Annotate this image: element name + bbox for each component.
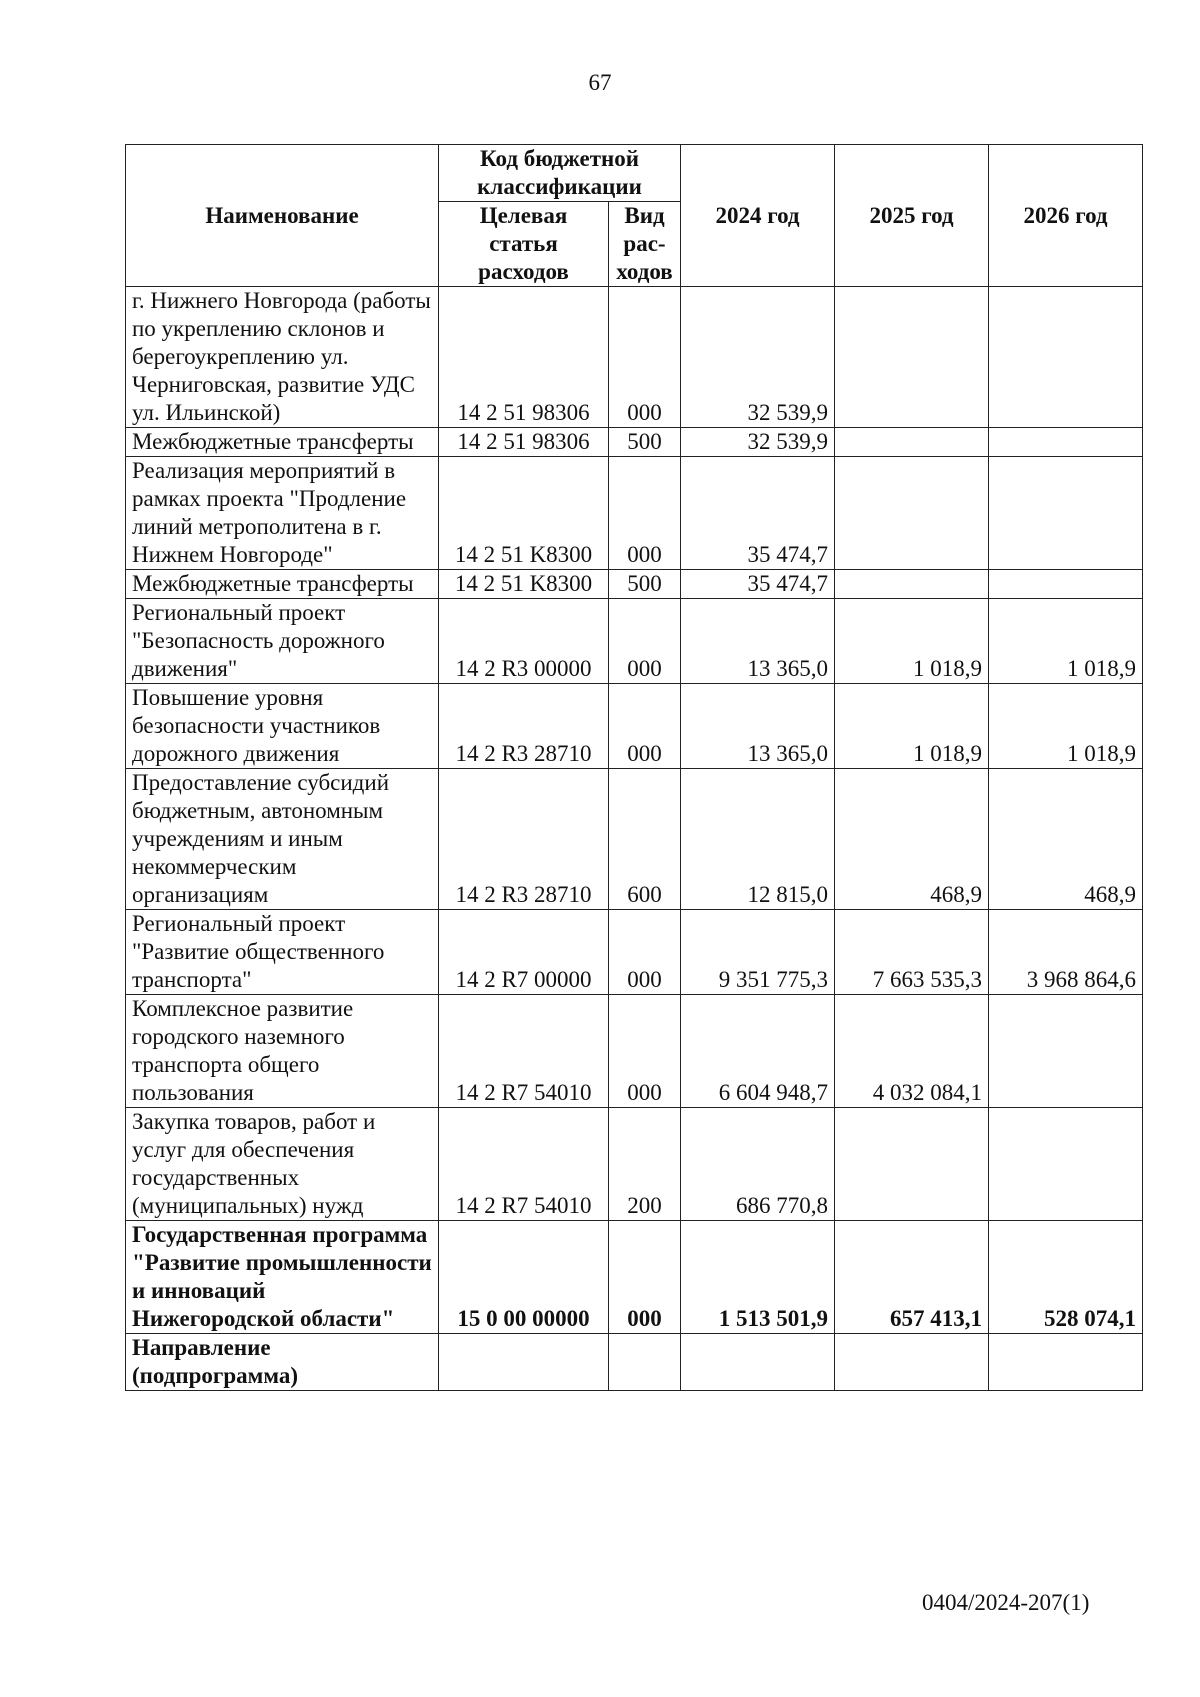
- row-value-2024: 686 770,8: [681, 1108, 835, 1221]
- row-value-2024: [681, 1334, 835, 1391]
- row-target-article: 14 2 R3 28710: [439, 769, 609, 910]
- row-name: Межбюджетные трансферты: [126, 428, 439, 457]
- table-row: [126, 287, 1143, 428]
- table-body: [126, 287, 1143, 1391]
- row-value-2026: [989, 995, 1143, 1108]
- row-name: Закупка товаров, работ и услуг для обеспечения государственных (муниципальных) нужд: [126, 1108, 439, 1221]
- table-row: [126, 684, 1143, 769]
- row-target-article: 14 2 51 K8300: [439, 457, 609, 570]
- row-value-2025: [835, 570, 989, 599]
- row-target-article: 14 2 R7 54010: [439, 995, 609, 1108]
- row-value-2024: 6 604 948,7: [681, 995, 835, 1108]
- row-value-2026: 1 018,9: [989, 684, 1143, 769]
- row-name: Региональный проект "Безопасность дорожного движения": [126, 599, 439, 684]
- row-value-2026: 528 074,1: [989, 1221, 1143, 1334]
- row-target-article: 14 2 R7 00000: [439, 910, 609, 995]
- row-value-2025: 657 413,1: [835, 1221, 989, 1334]
- row-expense-type: 500: [609, 570, 681, 599]
- row-value-2025: 468,9: [835, 769, 989, 910]
- row-value-2026: [989, 1108, 1143, 1221]
- row-value-2026: [989, 428, 1143, 457]
- header-name: Наименование: [126, 145, 439, 287]
- row-target-article: 14 2 51 98306: [439, 287, 609, 428]
- table-row: [126, 1221, 1143, 1334]
- row-expense-type: 500: [609, 428, 681, 457]
- row-value-2025: 1 018,9: [835, 684, 989, 769]
- table-row: [126, 599, 1143, 684]
- header-2024: 2024 год: [681, 145, 835, 287]
- row-value-2024: 35 474,7: [681, 570, 835, 599]
- row-value-2026: [989, 570, 1143, 599]
- row-value-2024: 35 474,7: [681, 457, 835, 570]
- table-row: [126, 910, 1143, 995]
- row-name: Реализация мероприятий в рамках проекта "Продление линий метрополитена в г. Нижнем Новгороде": [126, 457, 439, 570]
- row-name: Комплексное развитие городского наземного транспорта общего пользования: [126, 995, 439, 1108]
- header-2025: 2025 год: [835, 145, 989, 287]
- row-expense-type: 200: [609, 1108, 681, 1221]
- header-target-article: Целевая статья расходов: [439, 202, 609, 287]
- table-row: [126, 769, 1143, 910]
- row-value-2024: 9 351 775,3: [681, 910, 835, 995]
- row-target-article: 14 2 R3 00000: [439, 599, 609, 684]
- row-target-article: 14 2 51 98306: [439, 428, 609, 457]
- header-code-group: Код бюджетной классификации: [439, 145, 681, 202]
- table-row: [126, 1334, 1143, 1391]
- row-value-2025: 7 663 535,3: [835, 910, 989, 995]
- budget-table: [125, 144, 1143, 1391]
- row-expense-type: 000: [609, 599, 681, 684]
- row-expense-type: 600: [609, 769, 681, 910]
- row-value-2024: 13 365,0: [681, 684, 835, 769]
- row-name: Предоставление субсидий бюджетным, автономным учреждениям и иным некоммерческим организациям: [126, 769, 439, 910]
- row-value-2025: [835, 457, 989, 570]
- row-name: Направление (подпрограмма): [126, 1334, 439, 1391]
- row-target-article: 15 0 00 00000: [439, 1221, 609, 1334]
- row-value-2025: 1 018,9: [835, 599, 989, 684]
- row-value-2025: [835, 1108, 989, 1221]
- table-row: [126, 457, 1143, 570]
- row-target-article: 14 2 51 K8300: [439, 570, 609, 599]
- row-value-2025: [835, 428, 989, 457]
- row-name: Межбюджетные трансферты: [126, 570, 439, 599]
- row-expense-type: 000: [609, 287, 681, 428]
- row-value-2026: [989, 457, 1143, 570]
- table-row: [126, 1108, 1143, 1221]
- table-row: [126, 995, 1143, 1108]
- row-value-2025: 4 032 084,1: [835, 995, 989, 1108]
- row-value-2026: [989, 287, 1143, 428]
- row-expense-type: 000: [609, 1221, 681, 1334]
- header-expense-type: Вид рас-ходов: [609, 202, 681, 287]
- row-name: Государственная программа "Развитие промышленности и инноваций Нижегородской области": [126, 1221, 439, 1334]
- row-value-2024: 13 365,0: [681, 599, 835, 684]
- row-value-2024: 32 539,9: [681, 428, 835, 457]
- row-expense-type: 000: [609, 910, 681, 995]
- row-name: Повышение уровня безопасности участников дорожного движения: [126, 684, 439, 769]
- table-row: [126, 428, 1143, 457]
- page-number: 67: [588, 70, 612, 95]
- row-value-2026: 3 968 864,6: [989, 910, 1143, 995]
- row-expense-type: 000: [609, 684, 681, 769]
- row-name: Региональный проект "Развитие общественного транспорта": [126, 910, 439, 995]
- row-value-2026: 1 018,9: [989, 599, 1143, 684]
- row-value-2026: [989, 1334, 1143, 1391]
- row-value-2024: 1 513 501,9: [681, 1221, 835, 1334]
- row-expense-type: [609, 1334, 681, 1391]
- row-expense-type: 000: [609, 995, 681, 1108]
- row-value-2024: 12 815,0: [681, 769, 835, 910]
- row-value-2024: 32 539,9: [681, 287, 835, 428]
- document-id: 0404/2024-207(1): [922, 1590, 1090, 1615]
- row-target-article: 14 2 R7 54010: [439, 1108, 609, 1221]
- row-name: г. Нижнего Новгорода (работы по укреплению склонов и берегоукреплению ул. Черниговская, развитие УДС ул. Ильинской): [126, 287, 439, 428]
- table-header: [126, 145, 1143, 287]
- row-value-2025: [835, 287, 989, 428]
- row-value-2025: [835, 1334, 989, 1391]
- table-row: [126, 570, 1143, 599]
- header-2026: 2026 год: [989, 145, 1143, 287]
- row-target-article: 14 2 R3 28710: [439, 684, 609, 769]
- row-value-2026: 468,9: [989, 769, 1143, 910]
- row-expense-type: 000: [609, 457, 681, 570]
- row-target-article: [439, 1334, 609, 1391]
